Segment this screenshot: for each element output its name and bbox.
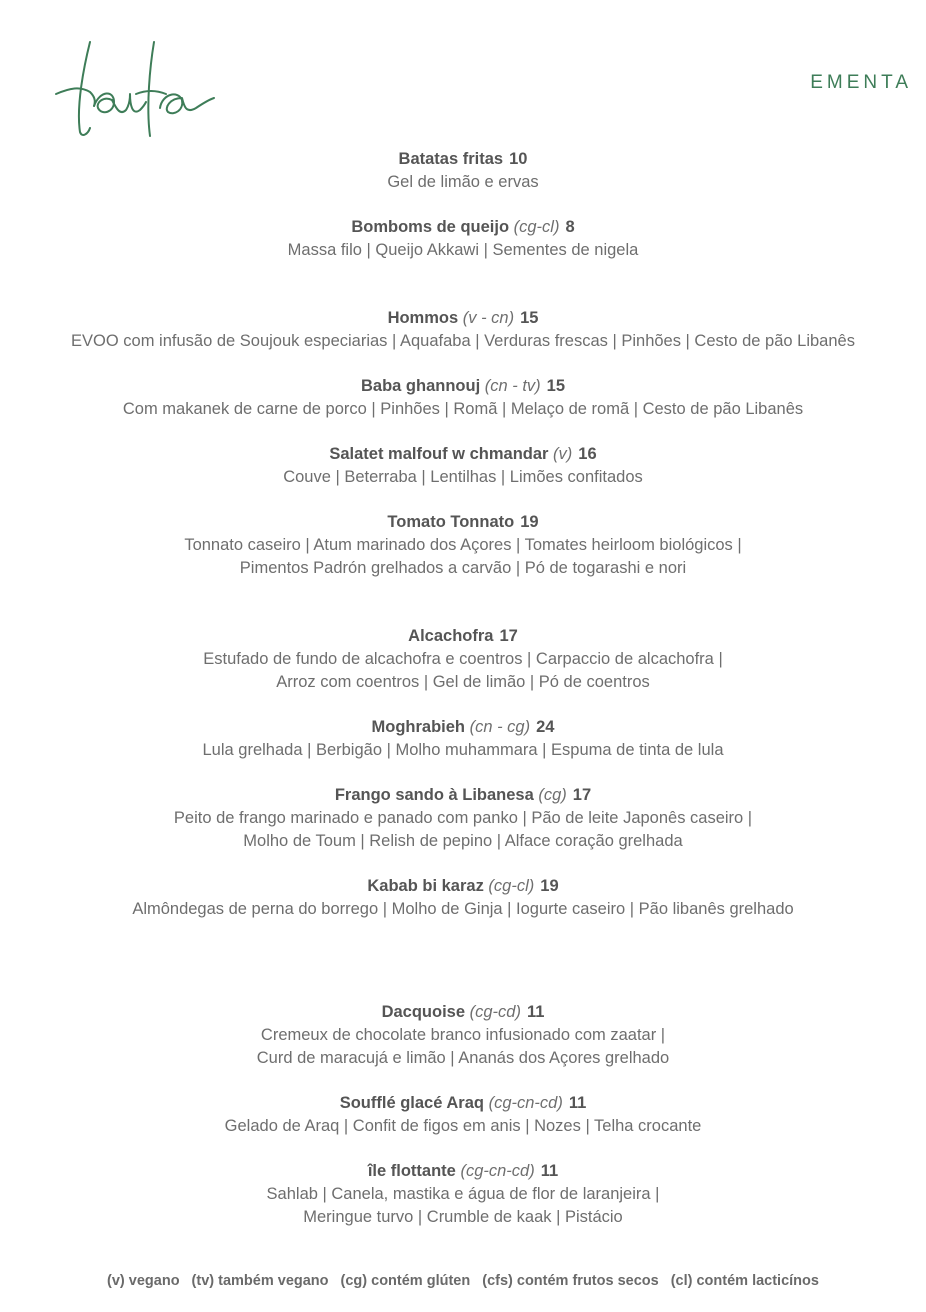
dish-diet-tag: (cg-cd) — [465, 1003, 521, 1021]
dish-name: Moghrabieh — [371, 718, 466, 736]
dish-name: Alcachofra — [408, 627, 494, 645]
dish-price: 17 — [499, 627, 518, 645]
dish-diet-tag: (v) — [548, 445, 573, 463]
dish-diet-tag: (cg-cn-cd) — [455, 1162, 535, 1180]
dish-header — [0, 307, 926, 330]
dish-description: Tonnato caseiro | Atum marinado dos Açores | Tomates heirloom biológicos | — [184, 536, 742, 554]
dish-header — [0, 375, 926, 398]
dish-description: Sahlab | Canela, mastika e água de flor de laranjeira | — [266, 1185, 660, 1203]
dish-header — [0, 1160, 926, 1183]
menu-item — [0, 307, 926, 353]
dish-price: 11 — [526, 1003, 545, 1021]
dish-price: 15 — [546, 377, 566, 395]
dish-description: Curd de maracujá e limão | Ananás dos Açores grelhado — [256, 1049, 670, 1067]
dish-description: Peito de frango marinado e panado com panko | Pão de leite Japonês caseiro | — [173, 809, 753, 827]
dish-description: Gel de limão e ervas — [387, 173, 539, 191]
dish-description: Meringue turvo | Crumble de kaak | Pistácio — [303, 1208, 623, 1226]
dish-description: Arroz com coentros | Gel de limão | Pó de coentros — [276, 673, 650, 691]
dish-diet-tag: (cg) — [533, 786, 567, 804]
dish-description: Almôndegas de perna do borrego | Molho de Ginja | Iogurte caseiro | Pão libanês grelhado — [132, 900, 794, 918]
dish-description: Gelado de Araq | Confit de figos em anis | Nozes | Telha crocante — [224, 1117, 702, 1135]
dish-diet-tag: (v - cn) — [458, 309, 515, 327]
dish-header — [0, 511, 926, 534]
menu-item — [0, 875, 926, 921]
dish-header — [0, 1092, 926, 1115]
dish-price: 16 — [578, 445, 597, 463]
dish-description: Pimentos Padrón grelhados a carvão | Pó de togarashi e nori — [239, 559, 687, 577]
dish-name: Baba ghannouj — [360, 377, 481, 395]
legend-entry: (tv) também vegano — [191, 1273, 329, 1289]
dish-diet-tag: (cg-cl) — [509, 218, 560, 236]
dish-header — [0, 784, 926, 807]
dish-diet-tag: (cg-cn-cd) — [483, 1094, 563, 1112]
dish-description: Com makanek de carne de porco | Pinhões | Romã | Melaço de romã | Cesto de pão Libanês — [122, 400, 804, 418]
dish-header — [0, 625, 926, 648]
dish-name: Salatet malfouf w chmandar — [329, 445, 549, 463]
dish-description: Molho de Toum | Relish de pepino | Alface coração grelhada — [243, 832, 683, 850]
dish-description: Cremeux de chocolate branco infusionado com zaatar | — [260, 1026, 666, 1044]
dish-description: Couve | Beterraba | Lentilhas | Limões confitados — [283, 468, 643, 486]
menu-item — [0, 1160, 926, 1229]
page-title: EMENTA — [810, 72, 912, 93]
dish-price: 15 — [520, 309, 539, 327]
dish-description: Lula grelhada | Berbigão | Molho muhammara | Espuma de tinta de lula — [202, 741, 724, 759]
dish-price: 11 — [540, 1162, 559, 1180]
menu-item — [0, 443, 926, 489]
menu-item — [0, 1001, 926, 1070]
legend-entry: (cl) contém lacticínos — [670, 1273, 819, 1289]
touta-logo — [50, 36, 220, 146]
dish-name: Frango sando à Libanesa — [334, 786, 534, 804]
dish-name: Bomboms de queijo — [351, 218, 510, 236]
dish-diet-tag: (cn - cg) — [465, 718, 531, 736]
menu-item — [0, 148, 926, 194]
dish-name: Soufflé glacé Araq — [339, 1094, 484, 1112]
menu-item — [0, 784, 926, 853]
menu-item — [0, 625, 926, 694]
dish-name: Tomato Tonnato — [387, 513, 515, 531]
dish-header — [0, 875, 926, 898]
legend-entry: (cg) contém glúten — [340, 1273, 471, 1289]
dish-name: Dacquoise — [381, 1003, 466, 1021]
dish-description: EVOO com infusão de Soujouk especiarias | Aquafaba | Verduras frescas | Pinhões | Cesto de pão Libanês — [71, 332, 855, 350]
dish-header — [0, 443, 926, 466]
dish-header — [0, 716, 926, 739]
menu-item — [0, 216, 926, 262]
dish-name: Kabab bi karaz — [367, 877, 484, 895]
menu-item — [0, 716, 926, 762]
dietary-legend — [0, 1273, 926, 1289]
dish-name: Hommos — [387, 309, 459, 327]
dish-header — [0, 1001, 926, 1024]
dish-header — [0, 216, 926, 239]
menu-item — [0, 1092, 926, 1138]
dish-price: 11 — [568, 1094, 587, 1112]
dish-price: 19 — [540, 877, 559, 895]
dish-name: île flottante — [367, 1162, 456, 1180]
dish-price: 17 — [572, 786, 592, 804]
dish-price: 8 — [565, 218, 575, 236]
menu-item — [0, 511, 926, 580]
dish-name: Batatas fritas — [398, 150, 504, 168]
dish-header — [0, 148, 926, 171]
legend-entry: (cfs) contém frutos secos — [482, 1273, 659, 1289]
dish-price: 24 — [536, 718, 555, 736]
legend-entry: (v) vegano — [107, 1273, 180, 1289]
dish-price: 10 — [509, 150, 528, 168]
dish-description: Estufado de fundo de alcachofra e coentros | Carpaccio de alcachofra | — [203, 650, 723, 668]
dish-price: 19 — [520, 513, 539, 531]
dish-diet-tag: (cg-cl) — [483, 877, 535, 895]
menu-item — [0, 375, 926, 421]
dish-diet-tag: (cn - tv) — [480, 377, 541, 395]
dish-description: Massa filo | Queijo Akkawi | Sementes de nigela — [287, 241, 639, 259]
menu-list — [0, 148, 926, 1229]
